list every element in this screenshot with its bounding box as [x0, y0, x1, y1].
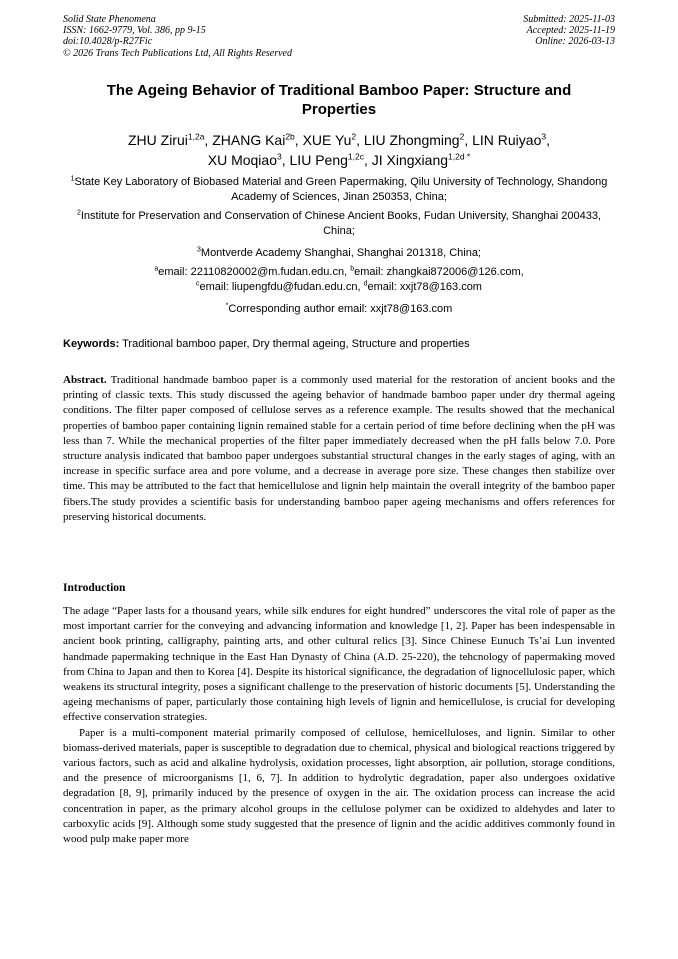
journal-name: Solid State Phenomena — [63, 14, 156, 25]
email-text: email: zhangkai872006@126.com, — [354, 266, 524, 278]
introduction-body — [63, 604, 615, 847]
affiliation-sup: 3 — [197, 246, 201, 254]
section-heading-introduction: Introduction — [63, 582, 126, 594]
affiliation-sup: 2 — [76, 209, 81, 217]
copyright-line: © 2026 Trans Tech Publications Ltd, All Rights Reserved — [63, 47, 292, 59]
author-sup: 2 — [351, 131, 357, 142]
corresponding-text: Corresponding author email: xxjt78@163.com — [228, 303, 453, 315]
author-name: LIU Peng — [289, 152, 348, 168]
author-sup: 3 — [541, 131, 547, 142]
author-name: ZHANG Kai — [212, 132, 286, 148]
paragraph: The adage “Paper lasts for a thousand years, while silk endures for eight hundred” underscores the vital role of paper as the most important carrier for the conveying and advancing information and knowledge [1, 2]. Paper has been indespensable in ancient book printing, calligraphy, painting arts, and other cultural relics [3]. Since Chinese Eunuch Ts’ai Lun invented handmade papermaking technique in the East Han Dynasty of China (A.D. 25-220), the tehcnology of papermaking moved from China to Japan and then to Korea [4]. Despite its historical significance, the degradation of lignocellulosic paper, which weakens its structural integrity, poses a significant challenge to the preservation of historic documents [5]. Understanding the ageing mechanisms of paper, particularly those containing high levels of lignin and hemicellulose, is crucial for developing effective conservation strategies. — [63, 605, 615, 724]
email-sup: c — [196, 280, 200, 288]
email-text: email: liupengfdu@fudan.edu.cn, — [199, 281, 364, 293]
author-name: XUE Yu — [302, 132, 352, 148]
affiliation-sup: 1 — [70, 175, 75, 183]
author-name: ZHU Zirui — [127, 132, 188, 148]
keywords-label: Keywords: — [63, 338, 120, 350]
doi-line: doi:10.4028/p-R27Fic — [63, 36, 153, 48]
affiliation-text: Institute for Preservation and Conservation of Chinese Ancient Books, Fudan University, Shanghai 200433, China; — [80, 210, 602, 237]
journal-info — [63, 14, 292, 59]
author-sup: 2 — [459, 131, 465, 142]
author-name: LIU Zhongming — [363, 132, 460, 148]
email-sup: b — [350, 265, 355, 273]
author-list: ZHU Zirui$^{1,2a}$, ZHANG Kai$^{2b}$, XUE Yu$^2$, LIU Zhongming$^2$, LIN Ruiyao$^3$, XU Moqiao$^3$, LIU Peng$^{1,2c}$, JI Xingxiang$^{1,2d *}$ — [127, 131, 550, 168]
online-date: Online: 2026-03-13 — [535, 36, 615, 48]
email-list — [60, 265, 618, 295]
author-sup: 1,2a — [187, 131, 205, 142]
email-text: email: 22110820002@m.fudan.edu.cn, — [158, 266, 351, 278]
author-sup: 1,2c — [347, 151, 364, 162]
email-sup: d — [363, 280, 368, 288]
accepted-date: Accepted: 2025-11-19 — [526, 25, 615, 37]
author-sup: 2b — [285, 131, 295, 142]
abstract — [63, 373, 615, 525]
keywords-text: Traditional bamboo paper, Dry thermal ageing, Structure and properties — [119, 338, 470, 350]
submitted-date: Submitted: 2025-11-03 — [523, 14, 615, 25]
author-sup: 3 — [277, 151, 282, 162]
corresponding-sup: * — [225, 302, 229, 310]
paragraph: Paper is a multi-component material primarily composed of cellulose, hemicelluloses, and lignin. Similar to other biomass-derived materials, paper is susceptible to degradation due to chemical, physical and biological reactions triggered by various factors, such as acid and alkaline hydrolysis, oxidation processes, light absorption, air pollution, storage conditions, and the presence of microorganisms [1, 6, 7]. In addition to hydrolytic degradation, paper also undergoes oxidative degradation [8, 9], primarily induced by the presence of oxygen in the air. The oxidation process can increase the acid concentration in paper, as the primary alcohol groups in the cellulose polymer can be oxidized to aldehydes and later to carboxylic acids [9]. Although some study suggested that the presence of lignin and the acidic additives commonly found in wood pulp make paper more — [63, 726, 615, 846]
author-sup: 1,2d * — [448, 151, 471, 162]
abstract-label: Abstract. — [63, 374, 107, 386]
corresponding-author — [60, 302, 618, 317]
email-sup: a — [154, 265, 159, 273]
affiliation-1 — [60, 175, 618, 205]
author-name: JI Xingxiang — [371, 152, 449, 168]
affiliation-2 — [60, 209, 618, 239]
email-text: email: xxjt78@163.com — [367, 281, 482, 293]
affiliation-text: Montverde Academy Shanghai, Shanghai 201318, China; — [200, 247, 481, 259]
paper-title: The Ageing Behavior of Traditional Bamboo Paper: Structure and Properties — [106, 82, 572, 118]
affiliation-3 — [60, 246, 618, 261]
keywords — [63, 337, 615, 351]
author-name: XU Moqiao — [207, 152, 277, 168]
affiliation-text: State Key Laboratory of Biobased Material and Green Papermaking, Qilu University of Technology, Shandong Academy of Sciences, Jinan 250353, China; — [74, 176, 608, 203]
abstract-text: Traditional handmade bamboo paper is a commonly used material for the restoration of ancient books and the printing of classic texts. This study discussed the ageing behavior of handmade bamboo paper under dry thermal ageing conditions. The filter paper composed of cellulose serves as a reference example. The results showed that the mechanical properties of bamboo paper containing lignin remained stable for a certain period of time before declining when the pH was less than 7. While the mechanical properties of the filter paper immediately decreased when the pH falls below 7.0. Pore structure analysis indicated that bamboo paper undergoes substantial structural changes in the early stages of aging, with an increase in specific surface area and pore volume, and a decrease in average pore size. These changes then stabilize over time. This may be attributed to the fact that hemicellulose and lignin help maintain the overall integrity of the bamboo paper fibers.The study provides a scientific basis for understanding bamboo paper ageing mechanisms and offers references for preserving historical documents. — [63, 374, 615, 523]
issn-line: ISSN: 1662-9779, Vol. 386, pp 9-15 — [63, 25, 206, 37]
author-name: LIN Ruiyao — [472, 132, 542, 148]
submission-dates — [523, 14, 615, 48]
